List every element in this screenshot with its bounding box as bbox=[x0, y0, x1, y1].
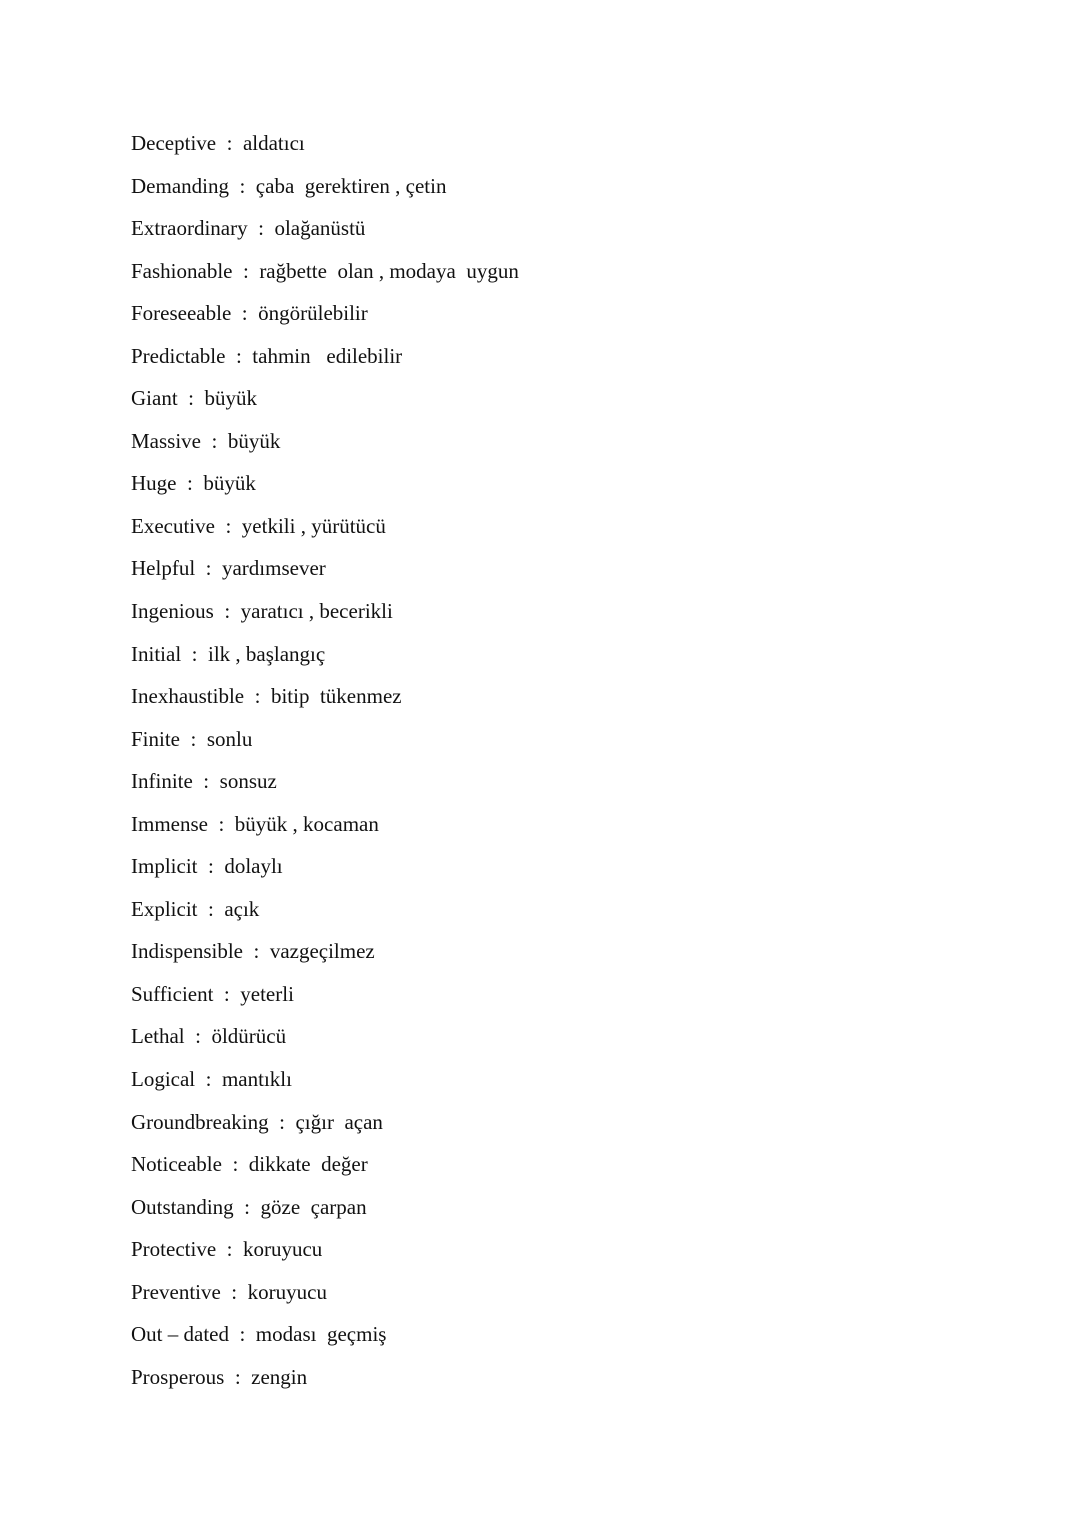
vocab-entry: Sufficient : yeterli bbox=[131, 981, 294, 1006]
vocab-entry: Demanding : çaba gerektiren , çetin bbox=[131, 173, 447, 198]
vocab-entry: Outstanding : göze çarpan bbox=[131, 1194, 367, 1219]
vocab-entry: Lethal : öldürücü bbox=[131, 1024, 287, 1049]
vocab-entry: Huge : büyük bbox=[131, 471, 256, 496]
vocab-entry: Noticeable : dikkate değer bbox=[131, 1152, 368, 1177]
vocab-entry: Out – dated : modası geçmiş bbox=[131, 1322, 387, 1347]
vocab-entry: Explicit : açık bbox=[131, 896, 260, 921]
vocab-entry: Indispensible : vazgeçilmez bbox=[131, 939, 375, 964]
vocab-entry: Ingenious : yaratıcı , becerikli bbox=[131, 599, 393, 624]
vocab-entry: Predictable : tahmin edilebilir bbox=[131, 343, 403, 368]
vocab-entry: Deceptive : aldatıcı bbox=[131, 131, 305, 155]
vocab-entry: Finite : sonlu bbox=[131, 726, 253, 751]
vocab-entry: Foreseeable : öngörülebilir bbox=[131, 301, 368, 326]
vocabulary-list bbox=[131, 125, 519, 1401]
vocab-entry: Groundbreaking : çığır açan bbox=[131, 1109, 383, 1134]
vocab-entry: Immense : büyük , kocaman bbox=[131, 811, 379, 836]
vocab-entry: Massive : büyük bbox=[131, 428, 281, 453]
vocab-entry: Infinite : sonsuz bbox=[131, 769, 277, 794]
vocab-entry: Preventive : koruyucu bbox=[131, 1279, 327, 1304]
vocab-entry: Giant : büyük bbox=[131, 386, 257, 411]
vocab-entry: Helpful : yardımsever bbox=[131, 556, 326, 581]
vocab-entry: Executive : yetkili , yürütücü bbox=[131, 513, 386, 538]
vocab-entry: Prosperous : zengin bbox=[131, 1364, 308, 1389]
vocab-entry: Extraordinary : olağanüstü bbox=[131, 216, 366, 241]
vocab-entry: Inexhaustible : bitip tükenmez bbox=[131, 684, 402, 709]
vocab-entry: Fashionable : rağbette olan , modaya uygun bbox=[131, 258, 519, 283]
vocab-entry: Initial : ilk , başlangıç bbox=[131, 641, 326, 666]
vocab-entry: Protective : koruyucu bbox=[131, 1237, 323, 1262]
vocab-entry: Logical : mantıklı bbox=[131, 1067, 292, 1092]
vocab-entry: Implicit : dolaylı bbox=[131, 854, 283, 879]
